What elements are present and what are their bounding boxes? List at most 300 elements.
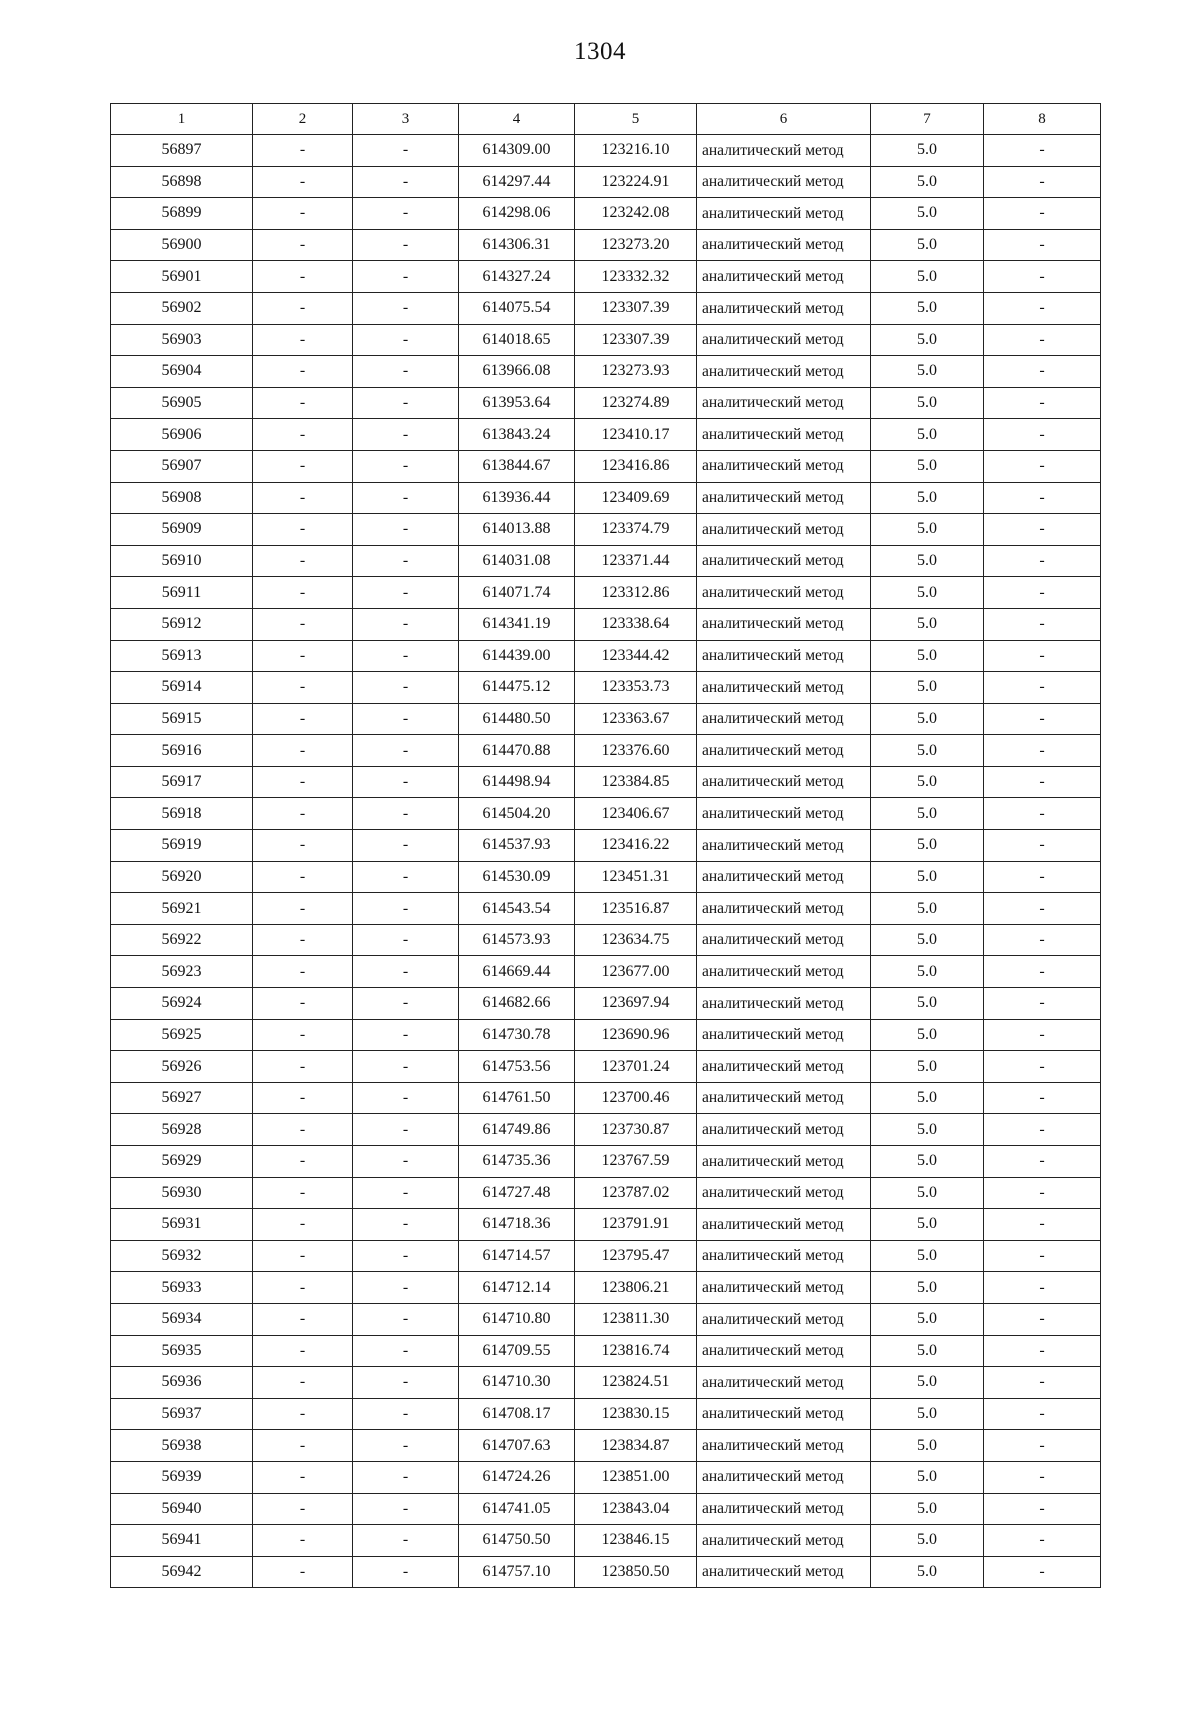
col3-cell: - (353, 387, 459, 419)
col3-cell: - (353, 672, 459, 704)
point-number-cell: 56900 (111, 229, 253, 261)
column-header-2: 2 (253, 104, 353, 135)
x-coordinate-cell: 614306.31 (459, 229, 575, 261)
col2-cell: - (253, 387, 353, 419)
method-cell: аналитический метод (697, 893, 871, 925)
point-number-cell: 56915 (111, 703, 253, 735)
col2-cell: - (253, 672, 353, 704)
point-number-cell: 56899 (111, 198, 253, 230)
col8-cell: - (984, 1556, 1101, 1588)
point-number-cell: 56911 (111, 577, 253, 609)
col3-cell: - (353, 640, 459, 672)
col3-cell: - (353, 261, 459, 293)
col2-cell: - (253, 1525, 353, 1557)
col2-cell: - (253, 735, 353, 767)
x-coordinate-cell: 614708.17 (459, 1398, 575, 1430)
col2-cell: - (253, 1303, 353, 1335)
col3-cell: - (353, 1430, 459, 1462)
table-body (111, 135, 1101, 1588)
point-number-cell: 56918 (111, 798, 253, 830)
y-coordinate-cell: 123273.93 (575, 356, 697, 388)
point-number-cell: 56939 (111, 1461, 253, 1493)
col8-cell: - (984, 1430, 1101, 1462)
x-coordinate-cell: 614682.66 (459, 988, 575, 1020)
col8-cell: - (984, 766, 1101, 798)
col8-cell: - (984, 419, 1101, 451)
col2-cell: - (253, 356, 353, 388)
accuracy-cell: 5.0 (871, 893, 984, 925)
accuracy-cell: 5.0 (871, 514, 984, 546)
x-coordinate-cell: 614298.06 (459, 198, 575, 230)
point-number-cell: 56935 (111, 1335, 253, 1367)
col3-cell: - (353, 766, 459, 798)
table-row (111, 450, 1101, 482)
table-row (111, 988, 1101, 1020)
x-coordinate-cell: 614669.44 (459, 956, 575, 988)
col8-cell: - (984, 1082, 1101, 1114)
y-coordinate-cell: 123384.85 (575, 766, 697, 798)
method-cell: аналитический метод (697, 1082, 871, 1114)
col3-cell: - (353, 166, 459, 198)
table-row (111, 1209, 1101, 1241)
coordinates-table (110, 103, 1101, 1588)
method-cell: аналитический метод (697, 545, 871, 577)
col3-cell: - (353, 798, 459, 830)
accuracy-cell: 5.0 (871, 672, 984, 704)
column-header-6: 6 (697, 104, 871, 135)
col8-cell: - (984, 830, 1101, 862)
col2-cell: - (253, 577, 353, 609)
x-coordinate-cell: 614709.55 (459, 1335, 575, 1367)
method-cell: аналитический метод (697, 387, 871, 419)
col3-cell: - (353, 1398, 459, 1430)
method-cell: аналитический метод (697, 988, 871, 1020)
table-row (111, 482, 1101, 514)
accuracy-cell: 5.0 (871, 482, 984, 514)
point-number-cell: 56902 (111, 292, 253, 324)
method-cell: аналитический метод (697, 1019, 871, 1051)
col2-cell: - (253, 198, 353, 230)
column-header-1: 1 (111, 104, 253, 135)
table-row (111, 893, 1101, 925)
method-cell: аналитический метод (697, 514, 871, 546)
method-cell: аналитический метод (697, 703, 871, 735)
col8-cell: - (984, 229, 1101, 261)
accuracy-cell: 5.0 (871, 135, 984, 167)
col2-cell: - (253, 893, 353, 925)
point-number-cell: 56942 (111, 1556, 253, 1588)
method-cell: аналитический метод (697, 1398, 871, 1430)
table-row (111, 735, 1101, 767)
col8-cell: - (984, 166, 1101, 198)
col8-cell: - (984, 261, 1101, 293)
y-coordinate-cell: 123353.73 (575, 672, 697, 704)
y-coordinate-cell: 123363.67 (575, 703, 697, 735)
col2-cell: - (253, 419, 353, 451)
method-cell: аналитический метод (697, 1493, 871, 1525)
table-row (111, 1051, 1101, 1083)
table-row (111, 198, 1101, 230)
accuracy-cell: 5.0 (871, 1398, 984, 1430)
x-coordinate-cell: 613936.44 (459, 482, 575, 514)
table-row (111, 1272, 1101, 1304)
method-cell: аналитический метод (697, 1335, 871, 1367)
col3-cell: - (353, 735, 459, 767)
accuracy-cell: 5.0 (871, 735, 984, 767)
y-coordinate-cell: 123376.60 (575, 735, 697, 767)
point-number-cell: 56938 (111, 1430, 253, 1462)
col8-cell: - (984, 482, 1101, 514)
x-coordinate-cell: 613843.24 (459, 419, 575, 451)
col2-cell: - (253, 324, 353, 356)
x-coordinate-cell: 614712.14 (459, 1272, 575, 1304)
accuracy-cell: 5.0 (871, 1367, 984, 1399)
method-cell: аналитический метод (697, 419, 871, 451)
accuracy-cell: 5.0 (871, 324, 984, 356)
table-row (111, 703, 1101, 735)
accuracy-cell: 5.0 (871, 640, 984, 672)
col8-cell: - (984, 292, 1101, 324)
col3-cell: - (353, 1303, 459, 1335)
col8-cell: - (984, 1146, 1101, 1178)
accuracy-cell: 5.0 (871, 988, 984, 1020)
method-cell: аналитический метод (697, 798, 871, 830)
point-number-cell: 56904 (111, 356, 253, 388)
col3-cell: - (353, 956, 459, 988)
col2-cell: - (253, 292, 353, 324)
method-cell: аналитический метод (697, 198, 871, 230)
table-row (111, 229, 1101, 261)
x-coordinate-cell: 613953.64 (459, 387, 575, 419)
method-cell: аналитический метод (697, 292, 871, 324)
point-number-cell: 56929 (111, 1146, 253, 1178)
method-cell: аналитический метод (697, 1461, 871, 1493)
y-coordinate-cell: 123806.21 (575, 1272, 697, 1304)
col3-cell: - (353, 861, 459, 893)
table-row (111, 1114, 1101, 1146)
accuracy-cell: 5.0 (871, 1335, 984, 1367)
col8-cell: - (984, 1114, 1101, 1146)
y-coordinate-cell: 123371.44 (575, 545, 697, 577)
accuracy-cell: 5.0 (871, 1556, 984, 1588)
col3-cell: - (353, 482, 459, 514)
y-coordinate-cell: 123216.10 (575, 135, 697, 167)
accuracy-cell: 5.0 (871, 292, 984, 324)
col3-cell: - (353, 577, 459, 609)
accuracy-cell: 5.0 (871, 1303, 984, 1335)
col8-cell: - (984, 1051, 1101, 1083)
accuracy-cell: 5.0 (871, 1461, 984, 1493)
table-row (111, 608, 1101, 640)
column-header-8: 8 (984, 104, 1101, 135)
y-coordinate-cell: 123700.46 (575, 1082, 697, 1114)
point-number-cell: 56936 (111, 1367, 253, 1399)
table-row (111, 292, 1101, 324)
method-cell: аналитический метод (697, 1303, 871, 1335)
col2-cell: - (253, 1177, 353, 1209)
point-number-cell: 56909 (111, 514, 253, 546)
table-row (111, 577, 1101, 609)
x-coordinate-cell: 614475.12 (459, 672, 575, 704)
x-coordinate-cell: 614757.10 (459, 1556, 575, 1588)
col8-cell: - (984, 1240, 1101, 1272)
method-cell: аналитический метод (697, 1209, 871, 1241)
y-coordinate-cell: 123787.02 (575, 1177, 697, 1209)
col3-cell: - (353, 514, 459, 546)
point-number-cell: 56932 (111, 1240, 253, 1272)
col8-cell: - (984, 1493, 1101, 1525)
col8-cell: - (984, 135, 1101, 167)
col3-cell: - (353, 135, 459, 167)
x-coordinate-cell: 614749.86 (459, 1114, 575, 1146)
accuracy-cell: 5.0 (871, 956, 984, 988)
y-coordinate-cell: 123834.87 (575, 1430, 697, 1462)
y-coordinate-cell: 123846.15 (575, 1525, 697, 1557)
accuracy-cell: 5.0 (871, 356, 984, 388)
accuracy-cell: 5.0 (871, 577, 984, 609)
col8-cell: - (984, 1525, 1101, 1557)
method-cell: аналитический метод (697, 1051, 871, 1083)
col2-cell: - (253, 1335, 353, 1367)
method-cell: аналитический метод (697, 261, 871, 293)
y-coordinate-cell: 123242.08 (575, 198, 697, 230)
table-row (111, 1240, 1101, 1272)
col2-cell: - (253, 1430, 353, 1462)
y-coordinate-cell: 123811.30 (575, 1303, 697, 1335)
point-number-cell: 56912 (111, 608, 253, 640)
col2-cell: - (253, 1209, 353, 1241)
point-number-cell: 56920 (111, 861, 253, 893)
x-coordinate-cell: 613844.67 (459, 450, 575, 482)
col2-cell: - (253, 229, 353, 261)
table-row (111, 766, 1101, 798)
point-number-cell: 56916 (111, 735, 253, 767)
method-cell: аналитический метод (697, 1430, 871, 1462)
method-cell: аналитический метод (697, 1146, 871, 1178)
method-cell: аналитический метод (697, 1272, 871, 1304)
accuracy-cell: 5.0 (871, 1082, 984, 1114)
col3-cell: - (353, 198, 459, 230)
col2-cell: - (253, 545, 353, 577)
method-cell: аналитический метод (697, 608, 871, 640)
point-number-cell: 56928 (111, 1114, 253, 1146)
method-cell: аналитический метод (697, 356, 871, 388)
col2-cell: - (253, 608, 353, 640)
method-cell: аналитический метод (697, 577, 871, 609)
accuracy-cell: 5.0 (871, 1019, 984, 1051)
table-row (111, 356, 1101, 388)
table-row (111, 1367, 1101, 1399)
method-cell: аналитический метод (697, 1240, 871, 1272)
col2-cell: - (253, 1398, 353, 1430)
col3-cell: - (353, 1209, 459, 1241)
y-coordinate-cell: 123410.17 (575, 419, 697, 451)
table-row (111, 861, 1101, 893)
point-number-cell: 56937 (111, 1398, 253, 1430)
accuracy-cell: 5.0 (871, 1430, 984, 1462)
col8-cell: - (984, 1335, 1101, 1367)
col8-cell: - (984, 450, 1101, 482)
col8-cell: - (984, 798, 1101, 830)
point-number-cell: 56917 (111, 766, 253, 798)
col8-cell: - (984, 1209, 1101, 1241)
col2-cell: - (253, 1082, 353, 1114)
table-row (111, 1430, 1101, 1462)
accuracy-cell: 5.0 (871, 1177, 984, 1209)
column-header-7: 7 (871, 104, 984, 135)
col2-cell: - (253, 1272, 353, 1304)
method-cell: аналитический метод (697, 830, 871, 862)
point-number-cell: 56908 (111, 482, 253, 514)
point-number-cell: 56898 (111, 166, 253, 198)
table-row (111, 1082, 1101, 1114)
col3-cell: - (353, 1335, 459, 1367)
col8-cell: - (984, 893, 1101, 925)
y-coordinate-cell: 123816.74 (575, 1335, 697, 1367)
col8-cell: - (984, 1398, 1101, 1430)
x-coordinate-cell: 614537.93 (459, 830, 575, 862)
col2-cell: - (253, 1051, 353, 1083)
x-coordinate-cell: 614724.26 (459, 1461, 575, 1493)
col8-cell: - (984, 387, 1101, 419)
col2-cell: - (253, 450, 353, 482)
y-coordinate-cell: 123409.69 (575, 482, 697, 514)
col2-cell: - (253, 798, 353, 830)
x-coordinate-cell: 614018.65 (459, 324, 575, 356)
column-header-4: 4 (459, 104, 575, 135)
col2-cell: - (253, 1367, 353, 1399)
method-cell: аналитический метод (697, 482, 871, 514)
point-number-cell: 56922 (111, 924, 253, 956)
x-coordinate-cell: 614543.54 (459, 893, 575, 925)
col2-cell: - (253, 1493, 353, 1525)
y-coordinate-cell: 123730.87 (575, 1114, 697, 1146)
table-row (111, 1556, 1101, 1588)
col2-cell: - (253, 640, 353, 672)
col3-cell: - (353, 703, 459, 735)
col3-cell: - (353, 1146, 459, 1178)
x-coordinate-cell: 614498.94 (459, 766, 575, 798)
table-row (111, 1525, 1101, 1557)
col3-cell: - (353, 1525, 459, 1557)
accuracy-cell: 5.0 (871, 1051, 984, 1083)
col8-cell: - (984, 608, 1101, 640)
col2-cell: - (253, 861, 353, 893)
accuracy-cell: 5.0 (871, 1146, 984, 1178)
y-coordinate-cell: 123338.64 (575, 608, 697, 640)
col2-cell: - (253, 988, 353, 1020)
y-coordinate-cell: 123416.86 (575, 450, 697, 482)
col3-cell: - (353, 419, 459, 451)
table-row (111, 956, 1101, 988)
col2-cell: - (253, 1114, 353, 1146)
col2-cell: - (253, 135, 353, 167)
accuracy-cell: 5.0 (871, 830, 984, 862)
table-row (111, 798, 1101, 830)
table-row (111, 1493, 1101, 1525)
col2-cell: - (253, 166, 353, 198)
y-coordinate-cell: 123697.94 (575, 988, 697, 1020)
table-row (111, 514, 1101, 546)
x-coordinate-cell: 614439.00 (459, 640, 575, 672)
x-coordinate-cell: 614710.80 (459, 1303, 575, 1335)
accuracy-cell: 5.0 (871, 450, 984, 482)
y-coordinate-cell: 123273.20 (575, 229, 697, 261)
y-coordinate-cell: 123851.00 (575, 1461, 697, 1493)
table-row (111, 1461, 1101, 1493)
method-cell: аналитический метод (697, 229, 871, 261)
col8-cell: - (984, 1303, 1101, 1335)
col2-cell: - (253, 703, 353, 735)
accuracy-cell: 5.0 (871, 545, 984, 577)
point-number-cell: 56897 (111, 135, 253, 167)
point-number-cell: 56907 (111, 450, 253, 482)
point-number-cell: 56923 (111, 956, 253, 988)
table-row (111, 1398, 1101, 1430)
table-row (111, 135, 1101, 167)
x-coordinate-cell: 614309.00 (459, 135, 575, 167)
method-cell: аналитический метод (697, 672, 871, 704)
table-row (111, 1146, 1101, 1178)
col3-cell: - (353, 1082, 459, 1114)
y-coordinate-cell: 123516.87 (575, 893, 697, 925)
table-row (111, 1303, 1101, 1335)
col3-cell: - (353, 1556, 459, 1588)
x-coordinate-cell: 614707.63 (459, 1430, 575, 1462)
accuracy-cell: 5.0 (871, 1114, 984, 1146)
col8-cell: - (984, 640, 1101, 672)
page-number: 1304 (574, 38, 626, 65)
col3-cell: - (353, 292, 459, 324)
col3-cell: - (353, 830, 459, 862)
col8-cell: - (984, 356, 1101, 388)
column-header-5: 5 (575, 104, 697, 135)
col8-cell: - (984, 324, 1101, 356)
point-number-cell: 56901 (111, 261, 253, 293)
y-coordinate-cell: 123344.42 (575, 640, 697, 672)
y-coordinate-cell: 123224.91 (575, 166, 697, 198)
x-coordinate-cell: 614470.88 (459, 735, 575, 767)
method-cell: аналитический метод (697, 640, 871, 672)
point-number-cell: 56940 (111, 1493, 253, 1525)
method-cell: аналитический метод (697, 1114, 871, 1146)
col8-cell: - (984, 735, 1101, 767)
method-cell: аналитический метод (697, 766, 871, 798)
col3-cell: - (353, 1493, 459, 1525)
method-cell: аналитический метод (697, 956, 871, 988)
col3-cell: - (353, 450, 459, 482)
method-cell: аналитический метод (697, 450, 871, 482)
col3-cell: - (353, 1114, 459, 1146)
col8-cell: - (984, 1272, 1101, 1304)
x-coordinate-cell: 614714.57 (459, 1240, 575, 1272)
x-coordinate-cell: 614730.78 (459, 1019, 575, 1051)
table-row (111, 672, 1101, 704)
point-number-cell: 56925 (111, 1019, 253, 1051)
y-coordinate-cell: 123795.47 (575, 1240, 697, 1272)
point-number-cell: 56924 (111, 988, 253, 1020)
method-cell: аналитический метод (697, 324, 871, 356)
y-coordinate-cell: 123312.86 (575, 577, 697, 609)
accuracy-cell: 5.0 (871, 166, 984, 198)
point-number-cell: 56931 (111, 1209, 253, 1241)
y-coordinate-cell: 123690.96 (575, 1019, 697, 1051)
col2-cell: - (253, 1461, 353, 1493)
accuracy-cell: 5.0 (871, 198, 984, 230)
accuracy-cell: 5.0 (871, 1525, 984, 1557)
x-coordinate-cell: 614071.74 (459, 577, 575, 609)
accuracy-cell: 5.0 (871, 766, 984, 798)
